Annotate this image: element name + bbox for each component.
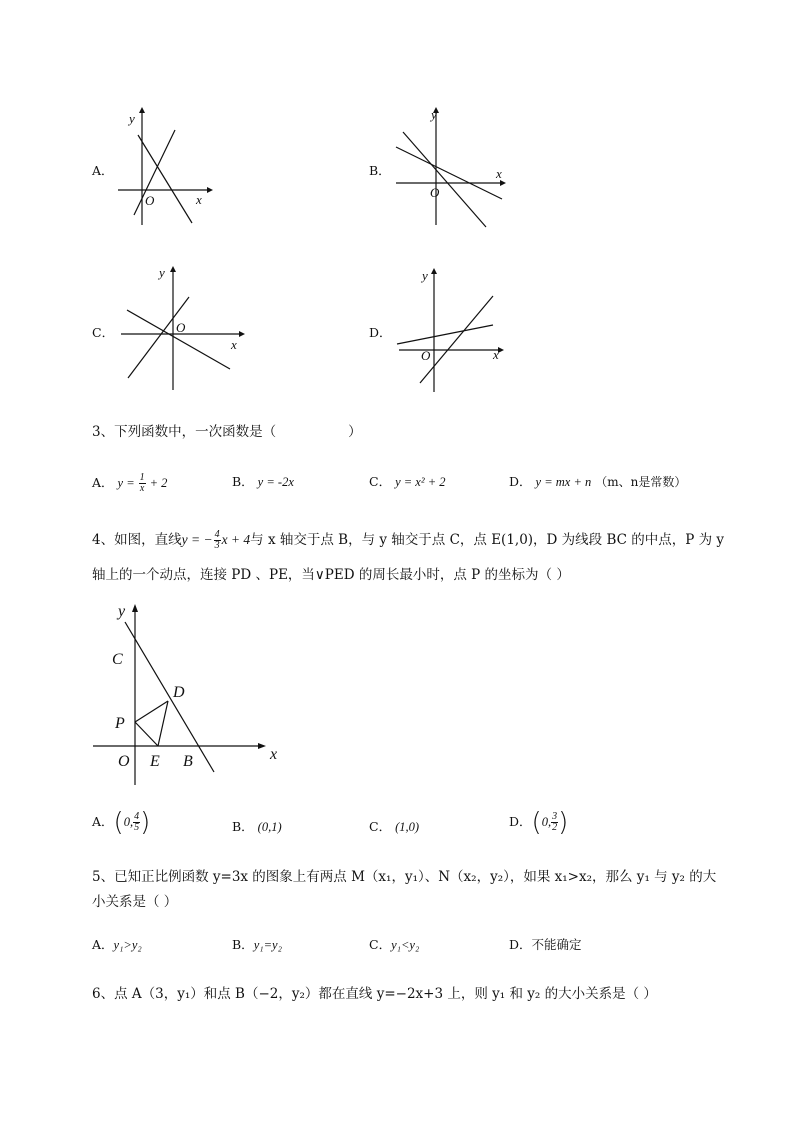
q6-stem: 6、点 A（3，y₁）和点 B（−2，y₂）都在直线 y=−2x+3 上，则 y₁ 和 y₂ 的大小关系是（ ） <box>92 986 657 1002</box>
q5-option-b: B．y₁=y₂ <box>232 937 282 952</box>
x-label: x <box>496 166 502 181</box>
line-1 <box>134 130 175 215</box>
y-arrow <box>139 107 145 113</box>
q4-option-d: D．(0, $\frac{3}{2}$ ) <box>509 807 569 838</box>
y-label: y <box>129 111 135 126</box>
q5-stem-line2: 小关系是（ ） <box>92 894 178 910</box>
q4-stem-line1: 4、如图，直线y = − $\frac{4}{3}$ x + 4与 x 轴交于点 B，与 y 轴交于点 C，点 E(1,0)，D 为线段 BC 的中点，P 为 y <box>92 529 725 551</box>
q2-graph-a <box>112 105 222 230</box>
q5-stem-line1: 5、已知正比例函数 y=3x 的图象上有两点 M（x₁，y₁）、N（x₂，y₂），如果 x₁>x₂，那么 y₁ 与 y₂ 的大 <box>92 869 717 885</box>
x-arrow <box>498 347 504 353</box>
x-label: x <box>196 192 202 207</box>
q2-graph-d <box>393 264 513 394</box>
q3-option-d: D． y = mx + n （m、n是常数） <box>509 474 687 489</box>
y-label: y <box>431 107 437 122</box>
segment-pe <box>135 722 158 746</box>
q2-graph-c <box>115 262 250 397</box>
segment-pd <box>135 701 168 722</box>
x-arrow <box>258 743 266 749</box>
line-1 <box>127 310 230 369</box>
segment-de <box>158 701 168 746</box>
fig-label-e: E <box>150 753 160 770</box>
y-arrow <box>170 266 176 272</box>
x-arrow <box>239 331 245 337</box>
origin-label: O <box>430 185 440 200</box>
q4-option-a: A．(0, $\frac{4}{5}$ ) <box>92 807 151 838</box>
line-1 <box>403 132 486 227</box>
q4-option-b: B． (0,1) <box>232 819 282 834</box>
y-arrow <box>431 268 437 274</box>
q5-option-d: D．不能确定 <box>509 937 582 952</box>
line-1 <box>420 296 493 383</box>
q2-option-d-label: D． <box>369 325 392 340</box>
q2-option-a-label: A． <box>92 163 114 178</box>
fig-label-y: y <box>118 603 126 620</box>
line-2 <box>138 135 192 223</box>
y-arrow <box>132 604 138 612</box>
line-2 <box>397 325 493 344</box>
q2-option-c-label: C． <box>92 325 115 340</box>
fig-label-b: B <box>183 753 193 770</box>
x-arrow <box>207 187 213 193</box>
line-2 <box>396 147 502 199</box>
q3-stem: 3、下列函数中，一次函数是（ ） <box>92 424 362 440</box>
x-label: x <box>231 337 237 352</box>
q2-option-b-label: B． <box>369 163 391 178</box>
line-bc <box>125 622 214 772</box>
q4-option-c: C． (1,0) <box>369 819 420 834</box>
y-label: y <box>422 268 428 283</box>
fig-label-o: O <box>118 753 130 770</box>
q5-option-a: A．y₁>y₂ <box>92 937 142 952</box>
q3-option-b: B． y = -2x <box>232 474 294 489</box>
line-2 <box>128 297 189 378</box>
q3-option-a: A． y = $\frac{1}{x}$ + 2 <box>92 472 168 494</box>
origin-label: O <box>176 320 186 335</box>
fig-label-c: C <box>112 651 123 668</box>
q4-figure <box>88 600 288 790</box>
x-label: x <box>493 347 499 362</box>
q2-graph-b <box>390 105 515 230</box>
q5-option-c: C．y₁<y₂ <box>369 937 420 952</box>
q4-stem-line2: 轴上的一个动点，连接 PD 、PE，当∨PED 的周长最小时，点 P 的坐标为（ ） <box>92 567 570 583</box>
origin-label: O <box>421 348 431 363</box>
origin-label: O <box>145 193 155 208</box>
fig-label-x: x <box>270 746 278 763</box>
y-label: y <box>159 265 165 280</box>
fig-label-d: D <box>173 684 185 701</box>
fig-label-p: P <box>115 715 125 732</box>
q3-option-c: C． y = x² + 2 <box>369 474 446 489</box>
